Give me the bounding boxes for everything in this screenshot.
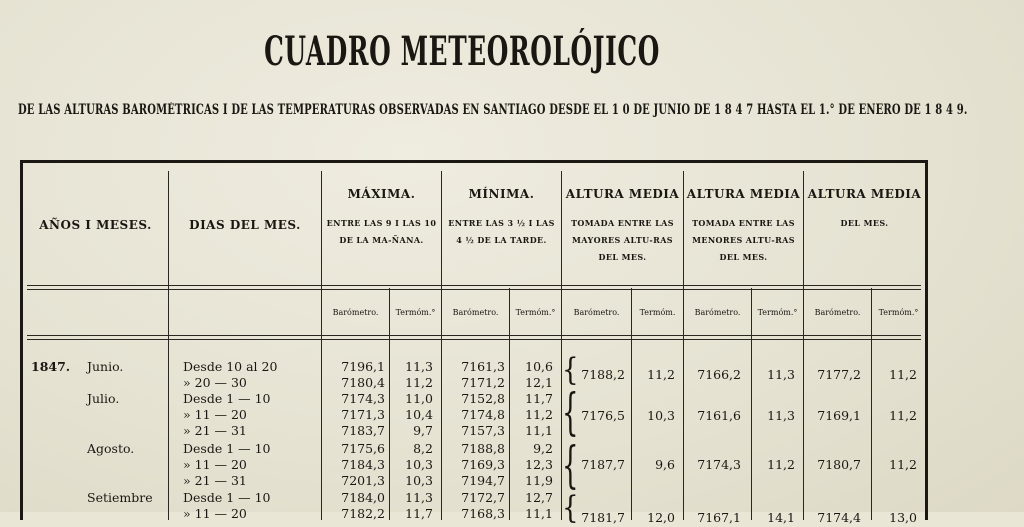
table-row [23,423,925,439]
maxima-barometer-cell: 7201,3 [341,473,385,488]
maxima-barometer-cell: 7184,0 [341,490,385,505]
maxima-thermometer-cell: 10,3 [405,457,433,472]
minima-thermometer-cell: 11,1 [525,506,553,521]
brace-symbol: { [562,352,579,389]
days-cell: » 11 — 20 [183,457,247,472]
brace-symbol: { [562,490,579,527]
maxima-thermometer-cell: 10,4 [405,407,433,422]
mean-high-thermometer-cell: 10,3 [647,408,675,423]
unit-label: Termóm.° [878,308,919,317]
maxima-thermometer-cell: 11,0 [405,391,433,406]
minima-thermometer-cell: 12,3 [525,457,553,472]
mean-month-thermometer-cell: 11,2 [889,367,917,382]
minima-thermometer-cell: 11,9 [525,473,553,488]
month-cell: Agosto. [87,441,135,456]
mean-low-barometer-cell: 7161,6 [697,408,741,423]
mean-month-barometer-cell: 7177,2 [817,367,861,382]
unit-label: Termóm.° [395,308,436,317]
days-cell: » 11 — 20 [183,407,247,422]
unit-label: Termóm. [639,308,676,317]
mean-month-barometer-cell: 7174,4 [817,510,861,525]
minima-barometer-cell: 7168,3 [461,506,505,521]
header-mean-month-sub: DEL MES. [840,218,889,228]
header-mean-high-sub: TOMADA ENTRE LAS MAYORES ALTU-RAS DEL MES. [571,218,674,262]
document-title: CUADRO METEOROLÓJICO [264,28,660,75]
mean-month-barometer-cell: 7169,1 [817,408,861,423]
minima-thermometer-cell: 12,7 [525,490,553,505]
minima-barometer-cell: 7161,3 [461,359,505,374]
maxima-thermometer-cell: 10,3 [405,473,433,488]
maxima-barometer-cell: 7183,7 [341,423,385,438]
mean-month-thermometer-cell: 11,2 [889,408,917,423]
mean-low-thermometer-cell: 14,1 [767,510,795,525]
mean-high-barometer-cell: 7188,2 [581,367,625,382]
table-row [23,391,925,407]
maxima-thermometer-cell: 11,3 [405,359,433,374]
header-mean-low-sub: TOMADA ENTRE LAS MENORES ALTU-RAS DEL MES. [692,218,795,262]
header-days: DIAS DEL MES. [189,218,301,232]
minima-barometer-cell: 7194,7 [461,473,505,488]
month-cell: Setiembre [87,490,153,505]
mean-high-thermometer-cell: 12,0 [647,510,675,525]
mean-low-barometer-cell: 7167,1 [697,510,741,525]
mean-low-thermometer-cell: 11,2 [767,457,795,472]
mean-high-barometer-cell: 7176,5 [581,408,625,423]
days-cell: Desde 1 — 10 [183,441,271,456]
unit-label: Barómetro. [694,308,741,317]
mean-low-barometer-cell: 7174,3 [697,457,741,472]
maxima-barometer-cell: 7180,4 [341,375,385,390]
maxima-barometer-cell: 7175,6 [341,441,385,456]
mean-high-thermometer-cell: 9,6 [655,457,675,472]
table-row [23,441,925,457]
minima-barometer-cell: 7171,2 [461,375,505,390]
mean-low-barometer-cell: 7166,2 [697,367,741,382]
minima-thermometer-cell: 11,1 [525,423,553,438]
mean-month-barometer-cell: 7180,7 [817,457,861,472]
units-rule [27,335,921,340]
minima-barometer-cell: 7188,8 [461,441,505,456]
minima-barometer-cell: 7174,8 [461,407,505,422]
header-minima: MÍNIMA. [468,187,535,201]
minima-barometer-cell: 7169,3 [461,457,505,472]
mean-high-barometer-cell: 7187,7 [581,457,625,472]
days-cell: » 21 — 31 [183,423,247,438]
header-years-months: AÑOS I MESES. [39,218,152,232]
unit-label: Termóm.° [515,308,556,317]
brace-symbol: { [562,385,579,443]
maxima-thermometer-cell: 9,7 [413,423,433,438]
days-cell: Desde 1 — 10 [183,391,271,406]
maxima-barometer-cell: 7196,1 [341,359,385,374]
month-cell: Junio. [87,359,124,374]
days-cell: Desde 10 al 20 [183,359,278,374]
header-rule [27,285,921,290]
header-maxima: MÁXIMA. [347,187,416,201]
header-mean-high: ALTURA MEDIA [565,187,680,201]
minima-thermometer-cell: 11,2 [525,407,553,422]
header-mean-month: ALTURA MEDIA [807,187,922,201]
days-cell: » 21 — 31 [183,473,247,488]
table-row [23,490,925,506]
minima-thermometer-cell: 11,7 [525,391,553,406]
year-cell: 1847. [31,359,71,374]
mean-month-thermometer-cell: 11,2 [889,457,917,472]
header-maxima-sub: ENTRE LAS 9 I LAS 10 DE LA MA-ÑANA. [326,218,437,245]
minima-thermometer-cell: 12,1 [525,375,553,390]
mean-low-thermometer-cell: 11,3 [767,408,795,423]
document-subtitle: DE LAS ALTURAS BAROMÉTRICAS I DE LAS TEMPERATURAS OBSERVADAS EN SANTIAGO DESDE EL 1 0 DE JUNIO DE 1 8 4 7 HASTA EL 1.° DE ENERO DE 1 8 4 9. [18,102,968,118]
table-row [23,473,925,489]
days-cell: Desde 1 — 10 [183,490,271,505]
days-cell: » 11 — 20 [183,506,247,521]
days-cell: » 20 — 30 [183,375,247,390]
minima-barometer-cell: 7152,8 [461,391,505,406]
minima-thermometer-cell: 9,2 [533,441,553,456]
maxima-thermometer-cell: 8,2 [413,441,433,456]
unit-label: Termóm.° [757,308,798,317]
mean-high-thermometer-cell: 11,2 [647,367,675,382]
month-cell: Julio. [87,391,120,406]
mean-high-barometer-cell: 7181,7 [581,510,625,525]
meteorological-table [20,160,928,527]
unit-label: Barómetro. [452,308,499,317]
minima-thermometer-cell: 10,6 [525,359,553,374]
maxima-barometer-cell: 7171,3 [341,407,385,422]
mean-low-thermometer-cell: 11,3 [767,367,795,382]
header-minima-sub: ENTRE LAS 3 ½ I LAS 4 ½ DE LA TARDE. [448,218,555,245]
minima-barometer-cell: 7157,3 [461,423,505,438]
unit-label: Barómetro. [573,308,620,317]
unit-label: Barómetro. [814,308,861,317]
unit-label: Barómetro. [332,308,379,317]
header-mean-low: ALTURA MEDIA [686,187,801,201]
maxima-thermometer-cell: 11,7 [405,506,433,521]
maxima-thermometer-cell: 11,2 [405,375,433,390]
maxima-barometer-cell: 7182,2 [341,506,385,521]
brace-symbol: { [562,438,579,496]
maxima-barometer-cell: 7184,3 [341,457,385,472]
mean-month-thermometer-cell: 13,0 [889,510,917,525]
maxima-thermometer-cell: 11,3 [405,490,433,505]
minima-barometer-cell: 7172,7 [461,490,505,505]
maxima-barometer-cell: 7174,3 [341,391,385,406]
